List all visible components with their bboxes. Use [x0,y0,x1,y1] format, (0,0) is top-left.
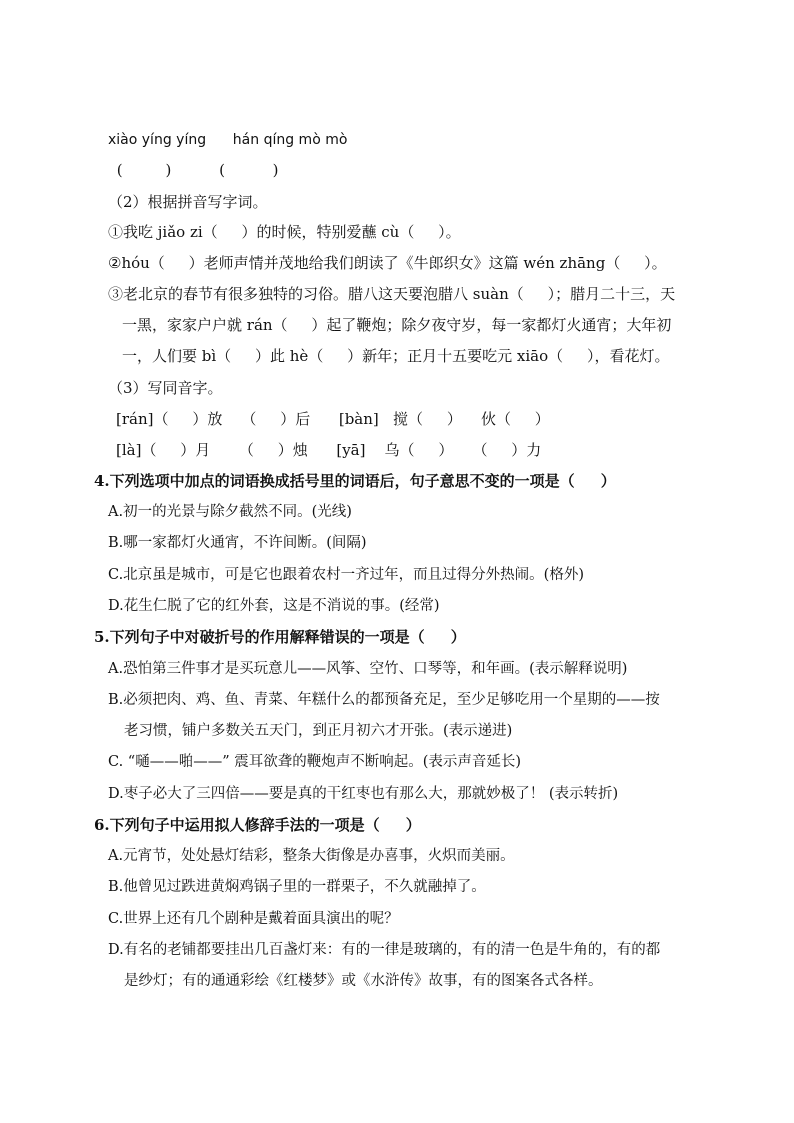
sentence-1: ①我吃 jiǎo zi（ ）的时候，特别爱蘸 cù（ ）。 [108,223,461,241]
q6-option-d-line-2: 是纱灯；有的通通彩绘《红楼梦》或《水浒传》故事，有的图案各式各样。 [124,973,603,989]
sentence-3-line-2: 一黑，家家户户就 rán（ ）起了鞭炮；除夕夜守岁，每一家都灯火通宵；大年初 [122,316,672,334]
homophone-row-2: [là]（ ）月 （ ）烛 [yā] 乌（ ） （ ）力 [116,441,542,459]
q6-option-d-line-1: D.有名的老铺都要挂出几百盏灯来：有的一律是玻璃的，有的清一色是牛角的，有的都 [108,942,661,958]
q5-option-a: A.恐怕第三件事才是买玩意儿——风筝、空竹、口琴等，和年画。(表示解释说明) [108,661,628,677]
sentence-3-line-3: 一，人们要 bì（ ）此 hè（ ）新年；正月十五要吃元 xiāo（ ），看花灯。 [122,347,670,365]
sentence-3-line-1: ③老北京的春节有很多独特的习俗。腊八这天要泡腊八 suàn（ ）；腊月二十三，天 [108,285,676,303]
q6-option-c: C.世界上还有几个剧种是戴着面具演出的呢？ [108,911,399,927]
q4-option-d: D.花生仁脱了它的红外套，这是不消说的事。(经常) [108,598,440,614]
q5-option-b-line-1: B.必须把肉、鸡、鱼、青菜、年糕什么的都预备充足，至少足够吃用一个星期的——按 [108,692,660,708]
q6-option-b: B.他曾见过跌进黄焖鸡锅子里的一群栗子，不久就融掉了。 [108,879,486,895]
q5-option-c: C. “嗵——啪——” 震耳欲聋的鞭炮声不断响起。(表示声音延长) [108,754,522,770]
question-5-title: 5.下列句子中对破折号的作用解释错误的一项是（ ） [94,628,466,646]
question-4-title: 4.下列选项中加点的词语换成括号里的词语后，句子意思不变的一项是（ ） [94,472,616,490]
q4-option-c: C.北京虽是城市，可是它也跟着农村一齐过年，而且过得分外热闹。(格外) [108,567,584,583]
part3-title: （3）写同音字。 [108,379,223,397]
q5-option-b-line-2: 老习惯，铺户多数关五天门，到正月初六才开张。(表示递进) [124,723,513,739]
pinyin-blank-row: ( ) ( ) [112,161,279,179]
q4-option-b: B.哪一家都灯火通宵，不许间断。(间隔) [108,535,367,551]
pinyin-row: xiào yíng yíng hán qíng mò mò [108,132,348,148]
homophone-row-1: [rán]（ ）放 （ ）后 [bàn] 搅（ ） 伙（ ） [116,410,550,428]
q4-option-a: A.初一的光景与除夕截然不同。(光线) [108,504,352,520]
sentence-2: ②hóu（ ）老师声情并茂地给我们朗读了《牛郎织女》这篇 wén zhāng（ ）。 [108,254,667,272]
part2-title: （2）根据拼音写字词。 [108,193,268,211]
q5-option-d: D.枣子必大了三四倍——要是真的干红枣也有那么大，那就妙极了！ (表示转折) [108,786,619,802]
question-6-title: 6.下列句子中运用拟人修辞手法的一项是（ ） [94,816,421,834]
q6-option-a: A.元宵节，处处悬灯结彩，整条大街像是办喜事，火炽而美丽。 [108,848,515,864]
